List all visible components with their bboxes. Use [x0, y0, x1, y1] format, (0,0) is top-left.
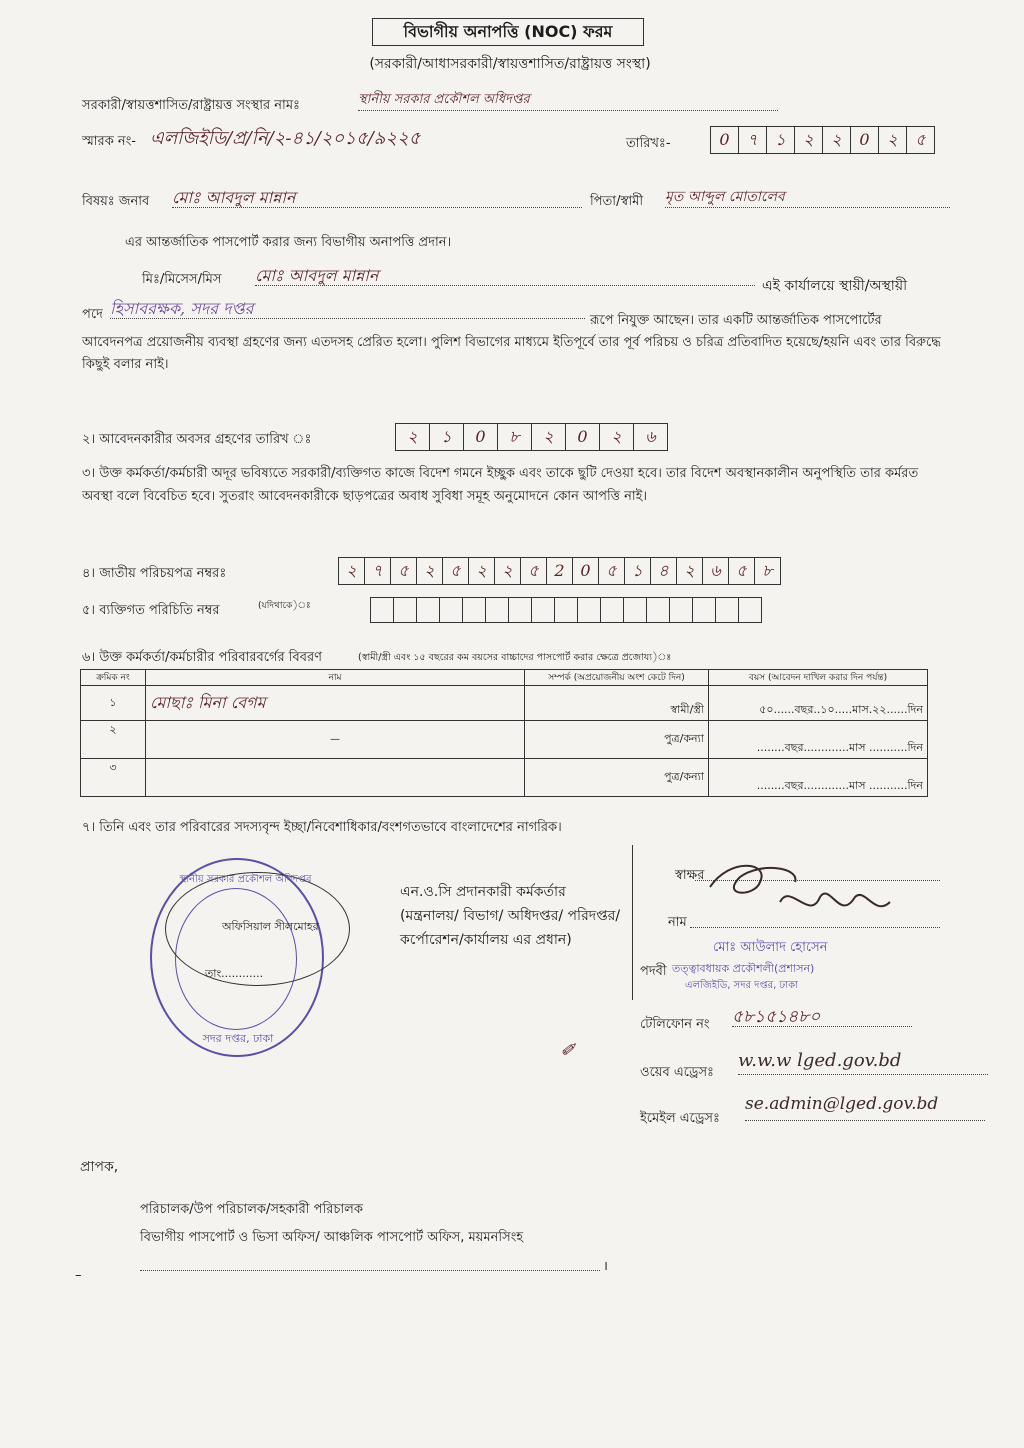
pin-box [578, 598, 601, 622]
col-age: বয়স (আবেদন দাখিল করার দিন পর্যন্ত) [709, 670, 928, 686]
pin-box [509, 598, 532, 622]
row-relation: পুত্র/কন্যা [525, 759, 709, 797]
row-relation: স্বামী/স্ত্রী [525, 686, 709, 721]
item3-text: ৩। উক্ত কর্মকর্তা/কর্মচারী অদূর ভবিষ্যতে সরকারী/ব্যক্তিগত কাজে বিদেশ গমনে ইচ্ছুক এবং তাকে ছুটি দেওয়া হবে। তার বিদেশ অবস্থানকালীন অনুপস্থিতি তার কর্মরত অবস্থা বলে বিবেচিত হবে। সুতরাং আবেদনকারীকে ছাড়পত্রের অবাধ সুবিধা সমূহ অনুমোদনে কোন আপত্তি নাই। [82, 466, 919, 504]
row-sl: ৩ [81, 759, 146, 797]
table-row [81, 759, 928, 797]
row-age: ........বছর.............মাস ...........দিন [709, 721, 928, 759]
mr-value: মোঃ আবদুল মান্নান [255, 263, 755, 286]
retire-digit: ১ [430, 424, 464, 450]
nid-digit: ৫ [443, 558, 469, 584]
nid-digit: ২ [417, 558, 443, 584]
row-age: ৫০......বছর..১০.....মাস.২২......দিন [709, 686, 928, 721]
seal-date: তাং............ [205, 967, 264, 980]
org-label: সরকারী/স্বায়ত্তশাসিত/রাষ্ট্রায়ত্ত সংস্থার নামঃ [82, 98, 300, 113]
pin-box [555, 598, 578, 622]
row-name: — [146, 721, 525, 759]
row-name [146, 759, 525, 797]
retire-digit: ৬ [645, 427, 656, 446]
retire-digit: ২ [532, 424, 566, 450]
nid-digit: ৮ [762, 561, 773, 580]
margin-dash: – [75, 1268, 82, 1283]
date-digit: ৫ [915, 130, 926, 149]
nid-digit: 2 [547, 558, 573, 584]
seal-ring-top: স্থানীয় সরকার প্রকৌশল অধিদপ্তর [179, 874, 312, 885]
family-note: (স্বামী/স্ত্রী এবং ১৫ বছরের কম বয়সের বাচ্চাদের পাসপোর্ট করার ক্ষেত্রে প্রজোয্য)ঃ [358, 652, 672, 663]
row-age: ........বছর.............মাস ...........দিন [709, 759, 928, 797]
pin-label: ৫। ব্যক্তিগত পরিচিতি নম্বর [82, 603, 220, 618]
retire-date-boxes [395, 423, 668, 451]
date-digit: ২ [795, 127, 823, 153]
retire-digit: ২ [600, 424, 634, 450]
col-relation: সম্পর্ক (অপ্রয়োজনীয় অংশ কেটে দিন) [525, 670, 709, 686]
nid-digit: ২ [469, 558, 495, 584]
memo-date-label: তারিখঃ- [626, 136, 671, 151]
family-label: ৬। উক্ত কর্মকর্তা/কর্মচারীর পরিবারবর্গের বিবরণ [82, 650, 322, 665]
retire-label: ২। আবেদনকারীর অবসর গ্রহণের তারিখ ঃ [82, 432, 312, 447]
table-row [81, 721, 928, 759]
nid-digit: ৫ [391, 558, 417, 584]
stamp-name: মোঃ আউলাদ হোসেন [713, 940, 828, 955]
form-title: বিভাগীয় অনাপত্তি (NOC) ফরম [372, 18, 644, 46]
nid-digit: ২ [339, 558, 365, 584]
pin-box [440, 598, 463, 622]
body-paragraph: রূপে নিযুক্ত আছেন। তার একটি আন্তর্জাতিক পাসপোর্টের আবেদনপত্র প্রয়োজনীয় ব্যবস্থা গ্রহণের জন্য এতদসহ প্রেরিত হলো। পুলিশ বিভাগের মাধ্যমে ইতিপূর্বে তার পূর্ব পরিচয় ও চরিত্র প্রতিবাদিত হয়েছে/হয়নি এবং তার বিরুদ্ধে কিছুই বলার নাই। [82, 313, 941, 372]
pin-box [486, 598, 509, 622]
nid-digit: ২ [495, 558, 521, 584]
date-digit: ২ [879, 127, 907, 153]
father-name: মৃত আব্দুল মোতালেব [665, 185, 950, 208]
nid-digit: ২ [677, 558, 703, 584]
seal-inner-text: অফিসিয়াল সীলমোহর [222, 920, 319, 933]
recipient-label: প্রাপক, [80, 1159, 119, 1175]
recipient-line3: । [603, 1259, 608, 1274]
memo-label: স্মারক নং- [82, 134, 136, 149]
pin-box [624, 598, 647, 622]
subject-label: বিষয়ঃ জনাব [82, 194, 150, 209]
nid-digit: ৬ [703, 558, 729, 584]
father-label: পিতা/স্বামী [590, 194, 644, 209]
seal-ring-bottom: সদর দপ্তর, ঢাকা [202, 1032, 274, 1045]
pin-boxes [370, 597, 762, 623]
phone-value: ৫৮১৫১৪৮০ [732, 1004, 912, 1027]
nid-boxes [338, 557, 781, 585]
date-digit: 0 [851, 127, 879, 153]
form-subtitle: (সরকারী/আধাসরকারী/স্বায়ত্তশাসিত/রাষ্ট্রায়ত্ত সংস্থা) [369, 56, 651, 72]
sign-label: স্বাক্ষর [675, 868, 705, 883]
office-text: এই কার্যালয়ে স্থায়ী/অস্থায়ী [762, 278, 908, 294]
recipient-line1: পরিচালক/উপ পরিচালক/সহকারী পরিচালক [140, 1202, 363, 1217]
row-sl: ২ [81, 721, 146, 759]
nid-digit: ৫ [729, 558, 755, 584]
issuer-text: এন.ও.সি প্রদানকারী কর্মকর্তার (মন্ত্রনালয়/ বিভাগ/ অধিদপ্তর/ পরিদপ্তর/কর্পোরেশন/কার্যালয় এর প্রধান) [400, 884, 621, 948]
post-label: পদে [82, 307, 103, 322]
pin-box [532, 598, 555, 622]
name-label: নাম [668, 915, 687, 930]
subject-line2: এর আন্তর্জাতিক পাসপোর্ট করার জন্য বিভাগীয় অনাপত্তি প্রদান। [125, 235, 452, 250]
pin-box [371, 598, 394, 622]
nid-digit: ৪ [651, 558, 677, 584]
pin-box [716, 598, 739, 622]
nid-digit: ১ [625, 558, 651, 584]
retire-digit: ২ [396, 424, 430, 450]
recipient-line2: বিভাগীয় পাসপোর্ট ও ভিসা অফিস/ আঞ্চলিক পাসপোর্ট অফিস, ময়মনসিংহ [140, 1230, 524, 1245]
nid-digit: ৭ [365, 558, 391, 584]
pin-box [647, 598, 670, 622]
pin-note: (যদিথাকে)ঃ [258, 601, 311, 611]
date-digit: ২ [823, 127, 851, 153]
stamp-post: তত্ত্বাবধায়ক প্রকৌশলী(প্রশাসন) [672, 962, 815, 975]
recipient-line3-dots [140, 1262, 600, 1271]
nid-digit: 0 [573, 558, 599, 584]
pin-box [739, 598, 761, 622]
web-label: ওয়েব এড্রেসঃ [640, 1065, 714, 1080]
memo-value: এলজিইডি/প্র/নি/২-৪১/২০১৫/৯২২৫ [150, 128, 421, 149]
nid-label: ৪। জাতীয় পরিচয়পত্র নম্বরঃ [82, 566, 227, 581]
web-value: w.w.w lged.gov.bd [738, 1050, 988, 1075]
retire-digit: 0 [566, 424, 600, 450]
pin-box [394, 598, 417, 622]
row-sl: ১ [81, 686, 146, 721]
retire-digit: 0 [464, 424, 498, 450]
pin-box [670, 598, 693, 622]
date-digit: 0 [711, 127, 739, 153]
date-digit: ১ [767, 127, 795, 153]
col-name: নাম [146, 670, 525, 686]
row-relation: পুত্র/কন্যা [525, 721, 709, 759]
pin-box [463, 598, 486, 622]
memo-date-boxes [710, 126, 935, 154]
post-value: হিসাবরক্ষক, সদর দপ্তর [110, 296, 585, 319]
row-name: মোছাঃ মিনা বেগম [146, 686, 525, 721]
pin-box [601, 598, 624, 622]
email-label: ইমেইল এড্রেসঃ [640, 1111, 720, 1126]
nid-digit: ৫ [521, 558, 547, 584]
phone-label: টেলিফোন নং [640, 1017, 710, 1032]
pin-box [693, 598, 716, 622]
table-row [81, 686, 928, 721]
subject-name: মোঃ আবদুল মান্নান [172, 185, 582, 208]
name-line [690, 915, 940, 928]
initials-mark: ✐ [560, 1040, 576, 1061]
retire-digit: ৮ [498, 424, 532, 450]
family-table [80, 669, 928, 797]
item7-text: ৭। তিনি এবং তার পরিবারের সদস্যবৃন্দ ইচ্ছা/নিবেশাধিকার/বংশগতভাবে বাংলাদেশের নাগরিক। [82, 820, 562, 835]
pin-box [417, 598, 440, 622]
email-value: se.admin@lged.gov.bd [745, 1094, 985, 1121]
stamp-org: এলজিইডি, সদর দপ্তর, ঢাকা [685, 980, 798, 991]
post-label-sign: পদবী [640, 964, 667, 979]
nid-digit: ৫ [599, 558, 625, 584]
mr-label: মিঃ/মিসেস/মিস [142, 272, 222, 287]
col-sl: ক্রমিক নং [81, 670, 146, 686]
sign-divider [632, 845, 634, 1000]
date-digit: ৭ [739, 127, 767, 153]
org-value: স্থানীয় সরকার প্রকৌশল অধিদপ্তর [358, 90, 778, 111]
